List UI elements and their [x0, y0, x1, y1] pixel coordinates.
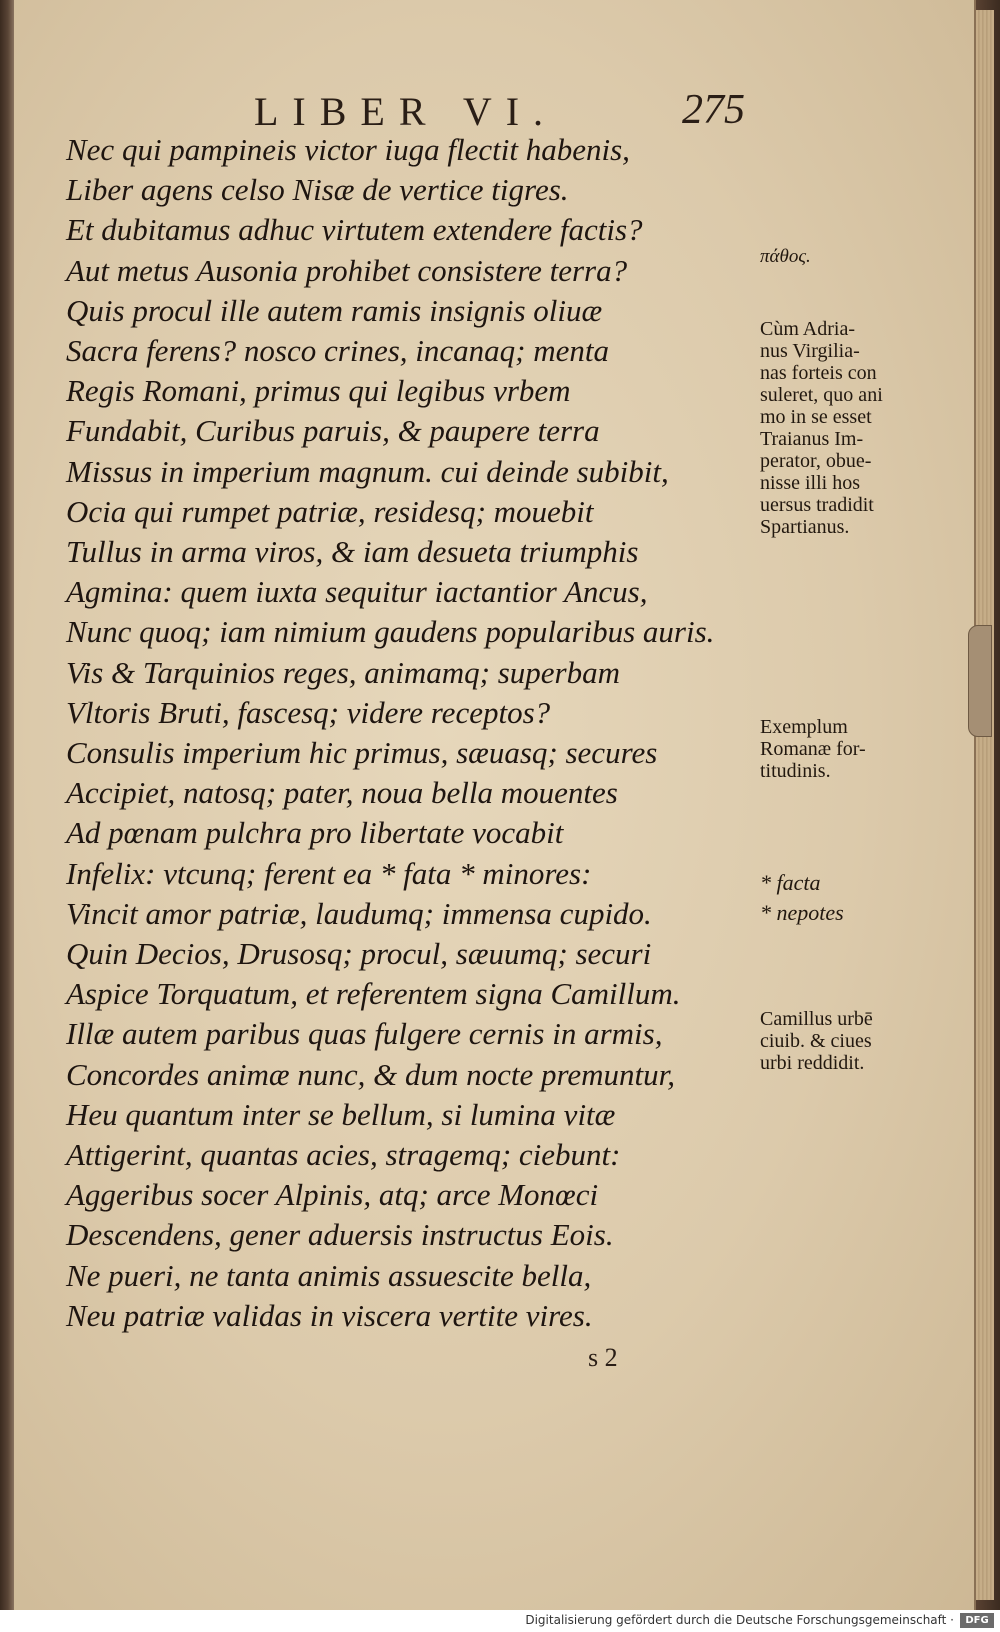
verse-line: Consulis imperium hic primus, sæuasq; secures: [66, 735, 658, 771]
verse-line: Regis Romani, primus qui legibus vrbem: [66, 373, 571, 409]
margin-note-line: nisse illi hos: [760, 472, 861, 494]
margin-note-line: nus Virgilia-: [760, 340, 860, 362]
verse-line: Accipiet, natosq; pater, noua bella mouentes: [66, 775, 618, 811]
signature-mark: s 2: [588, 1343, 618, 1372]
verse-line: Aspice Torquatum, et referentem signa Camillum.: [66, 976, 681, 1012]
verse-block: [66, 130, 756, 1336]
verse-line: Et dubitamus adhuc virtutem extendere factis?: [66, 212, 643, 248]
verse-line: Agmina: quem iuxta sequitur iactantior Ancus,: [66, 574, 648, 610]
margin-note-line: urbi reddidit.: [760, 1052, 865, 1074]
funding-credit: Digitalisierung gefördert durch die Deutsche Forschungsgemeinschaft ·: [525, 1613, 954, 1627]
margin-note-exemplum: [760, 716, 930, 782]
margin-note-line: mo in se esset: [760, 406, 872, 428]
verse-line: Tullus in arma viros, & iam desueta triumphis: [66, 534, 639, 570]
verse-line: Vltoris Bruti, fascesq; videre receptos?: [66, 694, 551, 730]
running-head: LIBER VI.: [254, 89, 558, 134]
margin-note-line: uersus tradidit: [760, 494, 874, 516]
margin-note-line: Spartianus.: [760, 516, 850, 538]
verse-line: Aggeribus socer Alpinis, atq; arce Monœci: [66, 1177, 599, 1213]
margin-note-line: suleret, quo ani: [760, 384, 883, 406]
verse-line: Descendens, gener aduersis instructus Eois.: [66, 1217, 614, 1253]
page-edges: [976, 10, 994, 1600]
bookmark-tab: [968, 625, 992, 737]
verse-line: Ad pœnam pulchra pro libertate vocabit: [66, 815, 564, 851]
margin-note-camillus: [760, 1008, 930, 1074]
verse-line: Nunc quoq; iam nimium gaudens popularibus auris.: [66, 614, 715, 650]
verse-line: Missus in imperium magnum. cui deinde subibit,: [66, 453, 669, 489]
margin-note-line: * nepotes: [760, 900, 844, 925]
margin-note-line: perator, obue-: [760, 450, 872, 472]
verse-line: Ne pueri, ne tanta animis assuescite bella,: [66, 1257, 592, 1293]
margin-note-greek: πάθος.: [760, 246, 811, 267]
margin-note-line: Romanæ for-: [760, 738, 866, 760]
verse-line: Fundabit, Curibus paruis, & paupere terra: [66, 413, 600, 449]
verse-line: Infelix: vtcunq; ferent ea * fata * minores:: [66, 855, 592, 891]
verse-line: Liber agens celso Nisæ de vertice tigres.: [66, 172, 569, 208]
verse-line: Attigerint, quantas acies, stragemq; ciebunt:: [66, 1137, 621, 1173]
margin-note-hadrian: [760, 318, 930, 538]
verse-line: Sacra ferens? nosco crines, incanaq; menta: [66, 333, 609, 369]
verse-line: Quin Decios, Drusosq; procul, sæuumq; securi: [66, 936, 652, 972]
margin-note-variants: [760, 868, 930, 928]
verse-line: Nec qui pampineis victor iuga flectit habenis,: [66, 132, 630, 167]
verse-line: Vis & Tarquinios reges, animamq; superbam: [66, 654, 621, 690]
verse-line: Heu quantum inter se bellum, si lumina vitæ: [66, 1096, 616, 1132]
dfg-logo-icon: DFG: [960, 1613, 994, 1628]
verse-line: Quis procul ille autem ramis insignis oliuæ: [66, 292, 603, 328]
page-number: 275: [682, 87, 745, 133]
verse-line: Concordes animæ nunc, & dum nocte premuntur,: [66, 1056, 676, 1092]
margin-note-line: titudinis.: [760, 760, 831, 782]
verse-line: Vincit amor patriæ, laudumq; immensa cupido.: [66, 895, 652, 931]
book-page: [14, 0, 976, 1610]
verse-line: Neu patriæ validas in viscera vertite vires.: [66, 1297, 593, 1333]
margin-note-line: Exemplum: [760, 716, 848, 738]
margin-note-line: Traianus Im-: [760, 428, 864, 450]
verse-line: Illæ autem paribus quas fulgere cernis in armis,: [66, 1016, 663, 1052]
verse-line: Ocia qui rumpet patriæ, residesq; mouebit: [66, 493, 594, 529]
verse-line: Aut metus Ausonia prohibet consistere terra?: [66, 252, 628, 288]
margin-note-line: nas forteis con: [760, 362, 877, 384]
margin-note-line: ciuib. & ciues: [760, 1030, 872, 1052]
margin-note-line: Camillus urbē: [760, 1008, 873, 1030]
margin-note-line: * facta: [760, 870, 821, 895]
footer-bar: [0, 1610, 1000, 1632]
margin-note-line: Cùm Adria-: [760, 318, 855, 340]
